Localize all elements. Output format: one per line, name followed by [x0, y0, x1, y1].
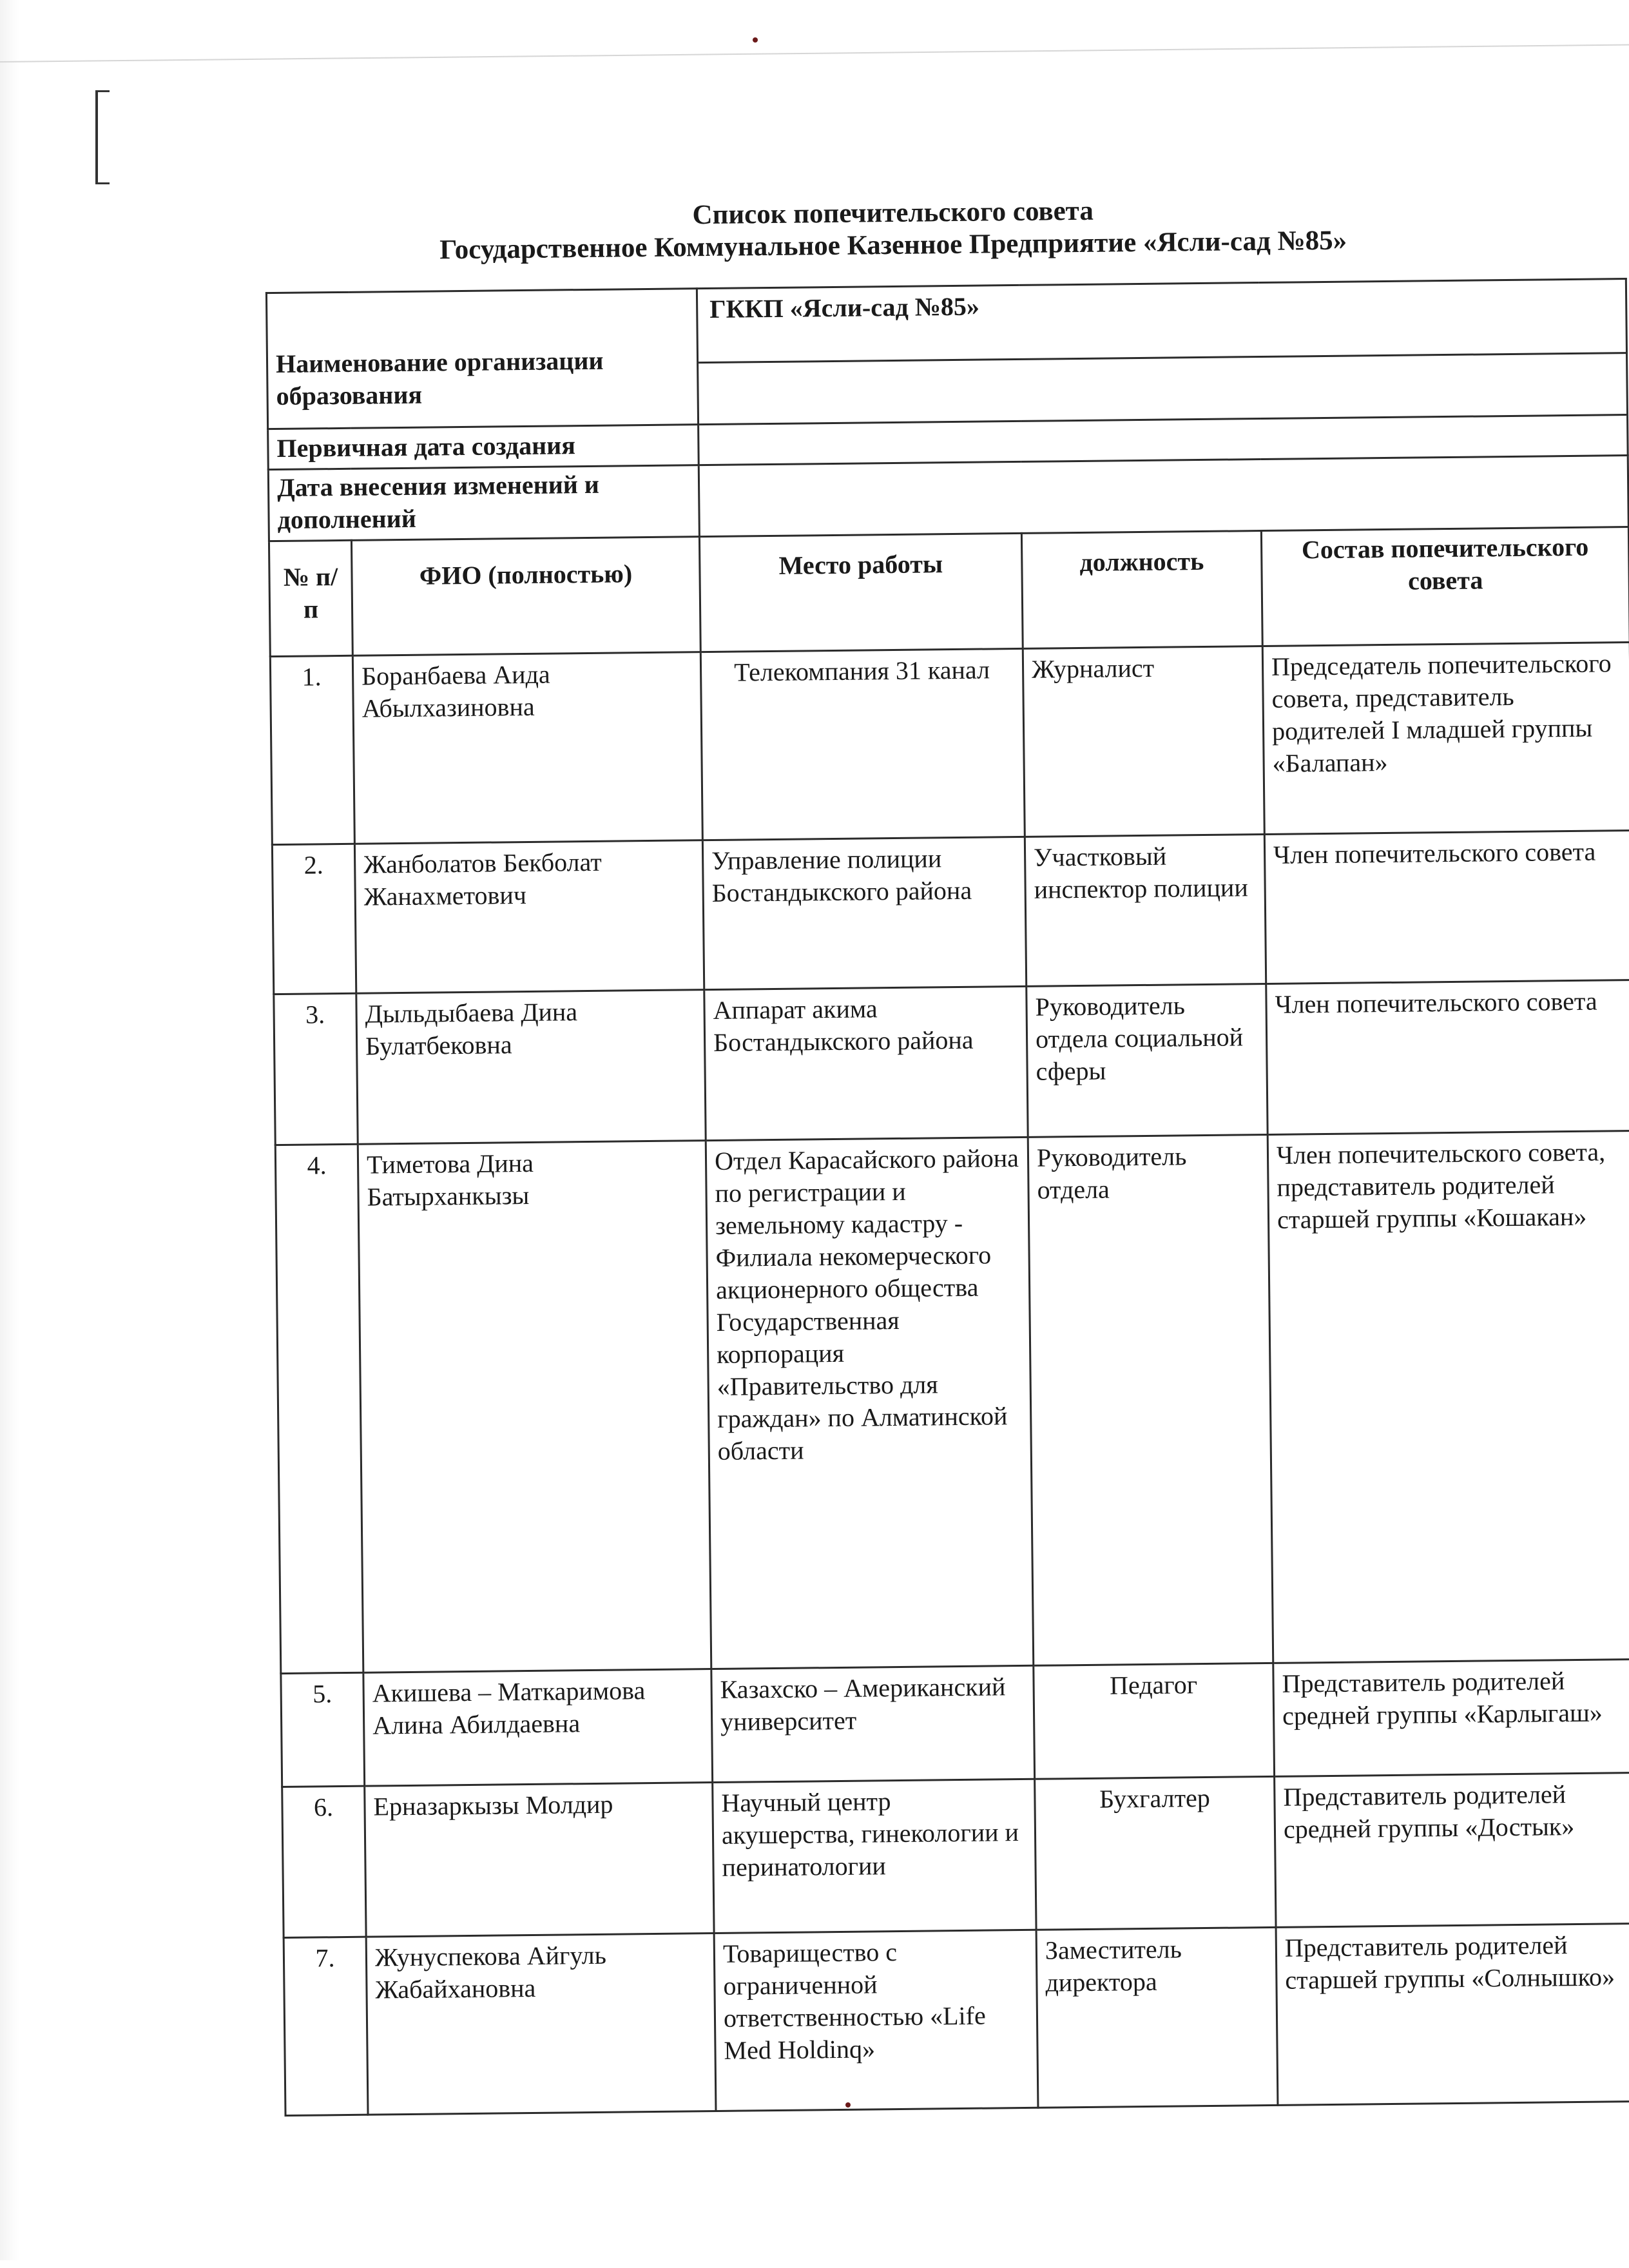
header-role: Состав попечительского совета — [1261, 527, 1629, 646]
row-name: Тиметова Дина Батырханкызы — [358, 1141, 711, 1673]
row-name: Акишева – Маткаримова Алина Абилдаевна — [363, 1669, 713, 1787]
org-value: ГККП «Ясли-сад №85» — [709, 291, 980, 324]
row-workplace: Отдел Карасайского района по регистрации и земельному кадастру - Филиала некомерческого акционерного общества Государственная корпорация «Правительство для граждан» по Алматинской области — [706, 1137, 1034, 1669]
row-workplace: Казахско – Американский университет — [711, 1665, 1035, 1782]
row-position: Заместитель директора — [1036, 1927, 1278, 2108]
changes-value — [699, 456, 1628, 537]
row-position: Бухгалтер — [1035, 1776, 1276, 1930]
row-name: Дыльдыбаева Дина Булатбековна — [356, 990, 706, 1145]
row-workplace: Товарищество с ограниченной ответственностью «Life Med Holdinq» — [714, 1930, 1038, 2111]
header-position: должность — [1021, 531, 1262, 649]
row-num: 6. — [282, 1786, 366, 1937]
document-title: Список попечительского совета — [692, 195, 1094, 231]
trustee-board-table — [265, 278, 1629, 2117]
table-row — [274, 980, 1629, 1145]
document-subtitle: Государственное Коммунальное Казенное Предприятие «Ясли-сад №85» — [439, 225, 1347, 266]
row-workplace: Научный центр акушерства, гинекологии и перинатологии — [713, 1779, 1036, 1933]
row-num: 3. — [274, 993, 358, 1145]
info-row-organization — [266, 279, 1627, 429]
row-name: Жанболатов Бекболат Жанахметович — [354, 840, 704, 994]
row-role: Председатель попечительского совета, представитель родителей I младшей группы «Балапан» — [1262, 643, 1629, 835]
row-name: Ерназаркызы Молдир — [365, 1783, 714, 1937]
row-position: Педагог — [1034, 1663, 1275, 1779]
row-name: Жунуспекова Айгуль Жабайхановна — [366, 1934, 716, 2115]
row-position: Журналист — [1023, 646, 1264, 837]
table-row — [281, 1659, 1629, 1787]
row-role: Представитель родителей средней группы «Карлыгаш» — [1273, 1659, 1629, 1776]
row-role: Член попечительского совета — [1266, 980, 1629, 1135]
table-row — [275, 1131, 1629, 1674]
row-role: Представитель родителей старшей группы «Солнышко» — [1276, 1923, 1629, 2105]
created-label: Первичная дата создания — [268, 425, 699, 470]
row-role: Член попечительского совета, представитель родителей старшей группы «Кошакан» — [1268, 1131, 1629, 1663]
table-header-row — [269, 527, 1629, 657]
row-num: 2. — [272, 844, 356, 994]
table-row — [270, 643, 1629, 845]
table-row — [284, 1923, 1629, 2115]
row-num: 4. — [275, 1144, 363, 1673]
row-position: Руководитель отдела — [1028, 1134, 1273, 1665]
row-num: 1. — [270, 655, 354, 844]
row-role: Представитель родителей средней группы «Достык» — [1275, 1772, 1629, 1927]
row-name: Боранбаева Аида Абылхазиновна — [352, 652, 702, 844]
row-workplace: Управление полиции Бостандыкского района — [702, 837, 1026, 989]
row-role: Член попечительского совета — [1264, 831, 1629, 984]
row-workplace: Телекомпания 31 канал — [700, 648, 1025, 840]
table-row — [282, 1772, 1629, 1937]
header-num: № п/п — [269, 540, 352, 656]
changes-label: Дата внесения изменений и дополнений — [268, 465, 699, 541]
org-value-cell — [697, 279, 1627, 425]
header-name: ФИО (полностью) — [351, 537, 700, 656]
info-row-changes — [268, 456, 1628, 541]
header-workplace: Место работы — [699, 533, 1023, 652]
row-num: 5. — [281, 1672, 365, 1787]
row-position: Руководитель отдела социальной сферы — [1027, 984, 1268, 1137]
table-row — [272, 831, 1629, 994]
row-position: Участковый инспектор полиции — [1025, 834, 1266, 986]
row-workplace: Аппарат акима Бостандыкского района — [704, 986, 1028, 1140]
org-label: Наименование организации образования — [266, 289, 698, 429]
row-num: 7. — [284, 1937, 368, 2115]
